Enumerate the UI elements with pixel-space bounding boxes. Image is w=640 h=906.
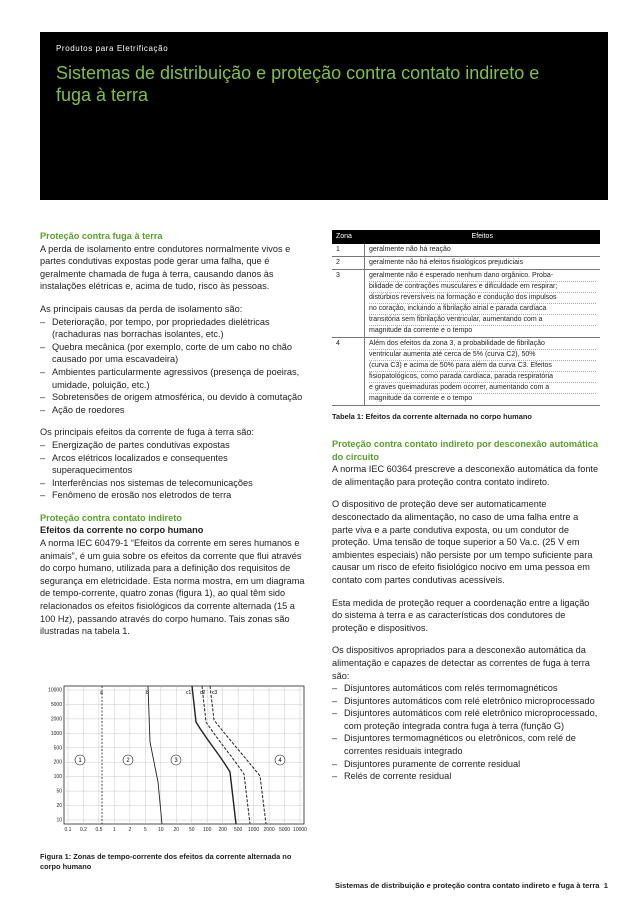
effects-line: e graves queimaduras podem ocorrer, aumentando com a	[369, 383, 596, 394]
list-item: – Disjuntores automáticos com relés termomagnéticos	[332, 682, 600, 695]
y-tick-label: 20	[56, 803, 62, 810]
list-item: – Deterioração, por tempo, por propriedades dielétricas (rachaduras nas borrachas isolantes, etc.)	[40, 316, 308, 341]
list-item: – Disjuntores puramente de corrente residual	[332, 758, 600, 771]
zone-cell: 3	[332, 270, 365, 338]
table-zones	[332, 230, 600, 406]
list-item: – Sobretensões de origem atmosférica, ou devido à comutação	[40, 391, 308, 404]
effects-line: magnitude da corrente e o tempo	[369, 395, 473, 402]
x-tick-label: 20	[173, 827, 180, 833]
list-dispositivos	[332, 682, 600, 783]
list-item: – Ação de roedores	[40, 404, 308, 417]
table-row	[332, 338, 600, 406]
x-tick-label: 10000	[293, 827, 307, 833]
zone-cell: 1	[332, 244, 365, 257]
x-tick-label: 100	[203, 827, 212, 833]
paragraph-norma: A norma IEC 60479-1 “Efeitos da corrente em seres humanos e animais”, é um guia sobre os efeitos da corrente que flui através do corpo humano, utilizada para a definição dos requisitos de segurança em eletricidade. Esta norma mostra, em um diagrama de tempo-corrente, quatro zonas (figura 1), ao qual têm sido relacionados os efeitos fisiológicos da corrente alternada (15 a 100 Hz), passando através do corpo humano. Tais zonas são ilustradas na tabela 1.	[40, 538, 305, 637]
y-tick-label: 10000	[48, 687, 62, 694]
list-efeitos	[40, 439, 308, 502]
effects-line: ventricular aumenta até cerca de 5% (curva C2), 50%	[369, 350, 596, 361]
y-tick-label: 500	[53, 745, 62, 752]
footer-text: Sistemas de distribuição e proteção contra contato indireto e fuga à terra	[334, 881, 600, 890]
effects-line: fisiopatológicos, como parada cardíaca, parada respiratória	[369, 372, 596, 383]
x-tick-label: 2	[128, 827, 132, 833]
paragraph-iec60364: A norma IEC 60364 prescreve a desconexão automática da fonte de alimentação para proteção contra contato indireto.	[332, 464, 599, 487]
heading-contato: Proteção contra contato indireto	[40, 512, 182, 523]
x-tick-label: 1	[113, 827, 116, 833]
paragraph-dispositivos-intro: Os dispositivos apropriados para a desconexão automática da alimentação e capazes de detectar as correntes de fuga à terra são:	[332, 645, 590, 681]
figure-1-chart	[40, 682, 308, 838]
list-item: – Arcos elétricos localizados e consequentes superaquecimentos	[40, 452, 308, 477]
x-tick-label: 500	[233, 827, 243, 833]
page-header	[40, 32, 608, 200]
x-tick-label: 10	[158, 827, 164, 833]
curve-label-a: a	[100, 690, 103, 696]
list-item: – Disjuntores termomagnéticos ou eletrônicos, com relé de correntes residuais integrado	[332, 732, 600, 757]
x-tick-label: 1000	[248, 827, 260, 833]
x-tick-label: 5000	[278, 827, 291, 833]
x-tick-label: 0.2	[79, 827, 87, 833]
page-number: 1	[603, 881, 608, 890]
figure-1-caption: Figura 1: Zonas de tempo-corrente dos efeitos da corrente alternada no corpo humano	[40, 852, 292, 871]
effects-line: bilidade de contrações musculares e dificuldade em respirar;	[369, 282, 596, 293]
effects-cell	[365, 244, 601, 257]
effects-line: geralmente não há reação	[369, 246, 451, 253]
curve-label-c1: c1	[186, 690, 192, 696]
effects-line: geralmente não há efeitos fisiológicos prejudiciais	[369, 259, 524, 266]
header-kicker: Produtos para Eletrificação	[56, 44, 169, 53]
y-tick-label: 5000	[50, 701, 62, 708]
effects-cell	[365, 338, 601, 406]
x-tick-label: 2000	[263, 827, 275, 833]
paragraph-efeitos-intro: Os principais efeitos da corrente de fuga à terra são:	[40, 427, 254, 438]
zone-label-1: 1	[78, 758, 82, 764]
y-tick-label: 50	[56, 788, 62, 795]
zone-cell: 2	[332, 257, 365, 270]
table-row	[332, 270, 600, 338]
x-tick-label: 0.1	[64, 827, 72, 833]
zone-cell: 4	[332, 338, 365, 406]
effects-cell	[365, 270, 601, 338]
y-tick-label: 100	[53, 774, 62, 781]
list-item: – Fenômeno de erosão nos eletrodos de terra	[40, 489, 308, 502]
curve-label-c3: c3	[212, 690, 218, 696]
effects-cell	[365, 257, 601, 270]
curve-label-b: b	[146, 690, 149, 696]
left-column	[40, 230, 308, 648]
effects-line: distúrbios reversíveis na formação e condução dos impulsos	[369, 293, 596, 304]
list-item: – Energização de partes condutivas expostas	[40, 439, 308, 452]
x-tick-label: 0.5	[95, 827, 103, 833]
effects-line: geralmente não é esperado nenhum dano orgânico. Proba-	[369, 271, 596, 282]
list-item: – Relés de corrente residual	[332, 770, 600, 783]
list-item: – Disjuntores automáticos com relé eletrônico microprocessado, com proteção integrada contra fuga à terra (função G)	[332, 707, 600, 732]
table-row	[332, 257, 600, 270]
list-item: – Disjuntores automáticos com relé eletrônico microprocessado	[332, 695, 600, 708]
list-item: – Interferências nos sistemas de telecomunicações	[40, 477, 308, 490]
table-row	[332, 244, 600, 257]
subheading-efeitos-corpo: Efeitos da corrente no corpo humano	[40, 525, 204, 536]
x-tick-label: 200	[218, 827, 227, 833]
right-column	[332, 230, 600, 793]
zone-label-3: 3	[174, 758, 178, 764]
effects-line: transitória sem fibrilação ventricular, aumentando com a	[369, 315, 596, 326]
effects-line: no coração, incluindo a fibrilação atrial e parada cardíaca	[369, 304, 596, 315]
effects-line: Além dos efeitos da zona 3, a probabilidade de fibrilação	[369, 339, 596, 350]
page-title: Sistemas de distribuição e proteção contra contato indireto e fuga à terra	[56, 63, 540, 105]
heading-fuga: Proteção contra fuga à terra	[40, 231, 163, 241]
list-item: – Quebra mecânica (por exemplo, corte de um cabo no chão causado por uma escavadeira)	[40, 341, 308, 366]
y-tick-label: 2000	[50, 716, 62, 723]
zone-label-4: 4	[278, 758, 282, 764]
table-header-zona: Zona	[332, 230, 365, 244]
y-tick-label: 10	[56, 817, 62, 824]
table-1-caption: Tabela 1: Efeitos da corrente alternada no corpo humano	[332, 412, 532, 421]
effects-line: (curva C3) e acima de 50% para além da curva C3. Efeitos	[369, 361, 596, 372]
list-item: – Ambientes particularmente agressivos (presença de poeiras, umidade, poluição, etc.)	[40, 366, 308, 391]
zone-label-2: 2	[126, 758, 130, 764]
x-tick-label: 50	[188, 827, 195, 833]
paragraph-dispositivo: O dispositivo de proteção deve ser automaticamente desconectado da alimentação, no caso de uma falha entre a parte viva e a parte condutiva exposta, ou um condutor de proteção. Uma tensão de toque superior a 50 Va.c. (25 V em ambientes especiais) não persiste por um tempo suficiente para causar um risco de efeito fisiológico nocivo em uma pessoa em contato com partes condutivas acessíveis.	[332, 499, 593, 585]
paragraph-medida: Esta medida de proteção requer a coordenação entre a ligação do sistema à terra e as características dos condutores de proteção e dispositivos.	[332, 597, 590, 633]
y-tick-label: 200	[53, 759, 62, 766]
heading-desconexao: Proteção contra contato indireto por desconexão automática do circuito	[332, 439, 598, 462]
table-header-efeitos: Efeitos	[365, 230, 601, 244]
paragraph-causas-intro: As principais causas da perda de isolamento são:	[40, 303, 243, 314]
curve-label-c2: c2	[200, 690, 206, 696]
list-causas	[40, 316, 308, 417]
paragraph-fuga: A perda de isolamento entre condutores normalmente vivos e partes condutivas expostas pode gerar uma falha, que é geralmente chamada de fuga à terra, causando danos às instalações elétricas e, acima de tudo, risco às pessoas.	[40, 243, 291, 292]
x-tick-label: 5	[143, 827, 147, 833]
y-tick-label: 1000	[50, 730, 62, 737]
effects-line: magnitude da corrente e o tempo	[369, 327, 473, 334]
page-footer	[335, 881, 608, 890]
